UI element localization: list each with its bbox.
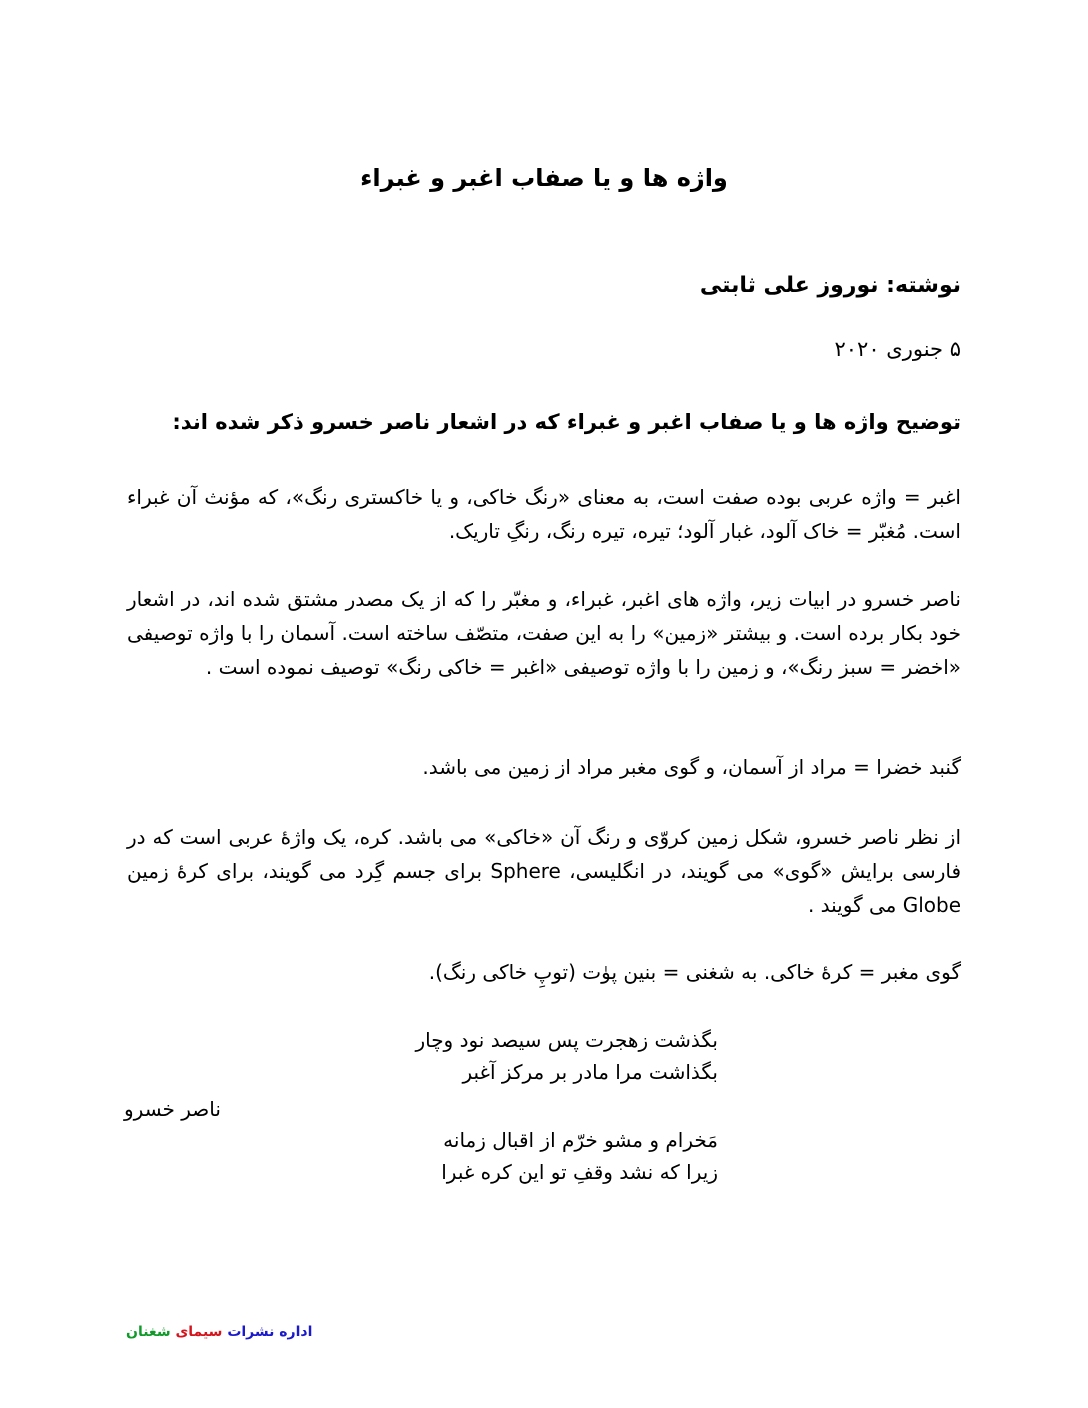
paragraph-gonbad: گنبد خضرا = مراد از آسمان، و گوی مغبر مراد از زمین می باشد.	[422, 755, 961, 779]
poem-verse: بگذشت زهجرت پس سیصد نود وچار	[415, 1028, 718, 1052]
paragraph-globe-text-2: برای جسم گِرد می گویند، برای کرهٔ زمین	[127, 859, 491, 883]
sphere-word: Sphere	[490, 859, 561, 883]
footer-publisher-name-1: سیمای	[175, 1324, 223, 1340]
poet-name: ناصر خسرو	[124, 1097, 221, 1121]
author-line: نوشته: نوروز علی ثابتی	[699, 273, 961, 298]
paragraph-definition: اغبر = واژه عربی بوده صفت است، به معنای «رنگ خاکی، و یا خاکستری رنگ»، که مؤنث آن غبراء است. مُغبّر = خاک آلود، غبار آلود؛ تیره، تیره رنگ، رنگِ تاریک.	[127, 485, 961, 543]
globe-word: Globe	[902, 893, 961, 917]
poem-stanza-1	[318, 1024, 718, 1088]
footer-publisher-name-2: شغنان	[126, 1324, 171, 1340]
poem-verse: مَخرام و مشو خرّم از اقبال زمانه	[443, 1128, 718, 1152]
poem-verse: زیرا که نشد وقفِ تو این کره غبرا	[441, 1160, 718, 1184]
poem-stanza-2	[318, 1124, 718, 1188]
section-heading: توضیح واژه ها و یا صفاب اغبر و غبراء که در اشعار ناصر خسرو ذکر شده اند:	[172, 410, 961, 434]
publisher-footer	[126, 1322, 312, 1342]
paragraph-usage: ناصر خسرو در ابیات زیر، واژه های اغبر، غبراء، و مغبّر را که از یک مصدر مشتق شده اند، در اشعار خود بکار برده است. و بیشتر «زمین» را به این صفت، متصّف ساخته است. آسمان را با واژه توصیفی «اخضر = سبز رنگ»، و زمین را با واژه توصیفی «اغبر = خاکی رنگ» توصیف نموده است .	[127, 587, 961, 679]
paragraph-globe	[127, 820, 961, 922]
paragraph-shughni: گوی مغبر = کرهٔ خاکی. به شغنی = بنین پۈت (توپِ خاکی رنگ).	[428, 960, 961, 984]
document-title: واژه ها و یا صفاب اغبر و غبراء	[360, 164, 728, 192]
paragraph-globe-text-3: می گویند .	[807, 893, 903, 917]
paragraph-globe-text-1: از نظر ناصر خسرو، شکل زمین کروّی و رنگ آن «خاکی» می باشد. کره، یک واژهٔ عربی است که در فارسی برایش «گوی» می گویند، در انگلیسی،	[127, 825, 962, 883]
date-line: ۵ جنوری ۲۰۲۰	[834, 337, 961, 361]
footer-publisher-label: اداره نشرات	[227, 1324, 313, 1340]
poem-verse: بگذاشت مرا مادر بر مرکز آغبر	[462, 1060, 718, 1084]
